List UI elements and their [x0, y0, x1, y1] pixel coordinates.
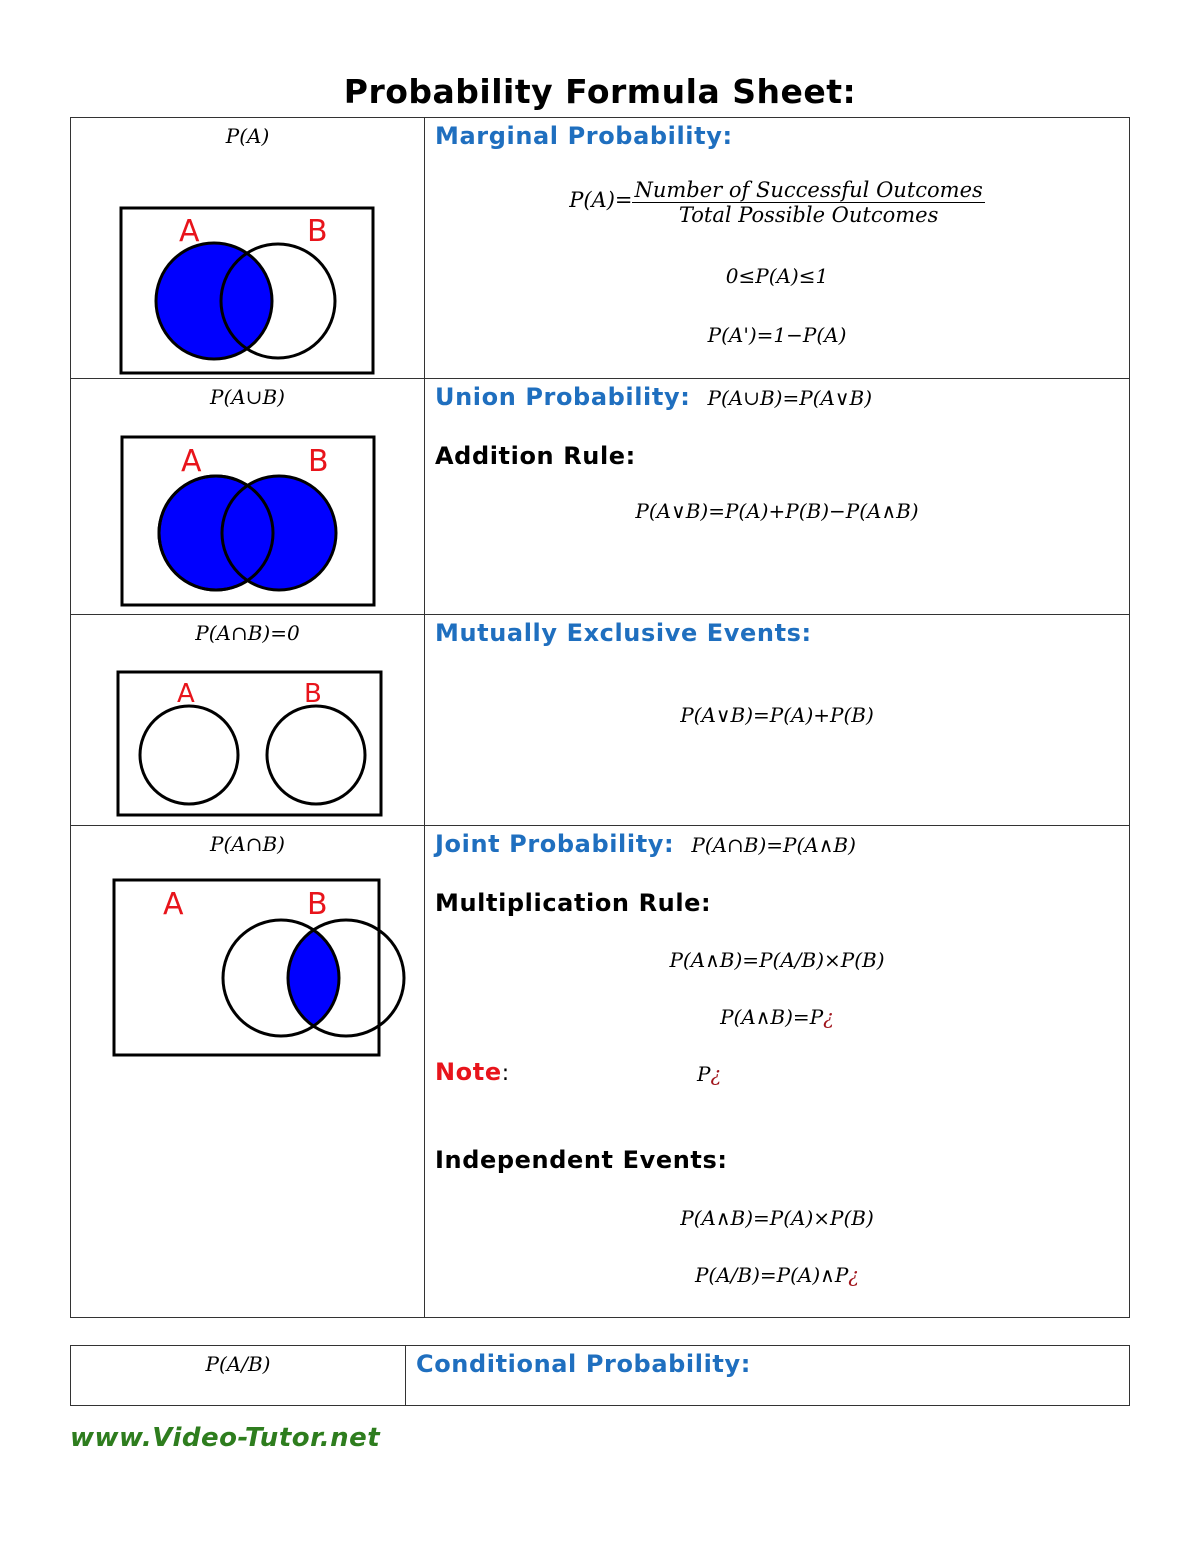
independent-formula-1: P(A∧B)=P(A)×P(B) — [680, 1206, 874, 1230]
formula-glyph: ¿ — [710, 1062, 722, 1086]
joint-diagram-cell — [71, 826, 425, 1318]
venn-label-a: A — [179, 214, 200, 249]
union-heading-formula: P(A∪B)=P(A∨B) — [707, 386, 873, 410]
venn-circle-a — [156, 243, 272, 359]
marginal-fraction-formula — [425, 178, 1129, 227]
formula-glyph: ¿ — [823, 1005, 834, 1029]
note-colon: : — [501, 1061, 510, 1086]
mutually-exclusive-content-cell — [425, 615, 1130, 826]
fraction-numerator: Number of Successful Outcomes — [634, 178, 983, 202]
page-title: Probability Formula Sheet: — [343, 72, 857, 111]
venn-diagram-union — [71, 409, 424, 614]
footer-website: www.Video-Tutor.net — [70, 1423, 381, 1453]
complement-formula: P(A')=1−P(A) — [707, 323, 847, 347]
joint-content-cell — [425, 826, 1130, 1318]
mutually-exclusive-left-label: P(A∩B)=0 — [195, 621, 300, 645]
multiplication-formula-1: P(A∧B)=P(A/B)×P(B) — [669, 948, 885, 972]
venn-diagram-disjoint — [71, 645, 424, 825]
conditional-heading: Conditional Probability: — [416, 1350, 751, 1378]
marginal-range-formula: 0≤P(A)≤1 — [725, 264, 829, 288]
venn-diagram-a — [71, 148, 424, 378]
venn-label-a: A — [163, 887, 184, 922]
venn-circle-b — [222, 476, 336, 590]
independent-formula-2: P(A/B)=P(A)∧P — [694, 1263, 849, 1287]
conditional-row — [71, 1346, 1130, 1406]
mutually-exclusive-formula: P(A∨B)=P(A)+P(B) — [680, 703, 874, 727]
note-label: Note — [435, 1058, 502, 1086]
venn-label-b: B — [307, 887, 328, 922]
independent-events-heading: Independent Events: — [435, 1146, 728, 1174]
union-left-label: P(A∪B) — [210, 385, 285, 409]
marginal-left-label: P(A) — [225, 124, 270, 148]
multiplication-formula-2: P(A∧B)=P — [720, 1005, 824, 1029]
formula-glyph: ¿ — [848, 1263, 860, 1287]
mutually-exclusive-heading: Mutually Exclusive Events: — [435, 619, 812, 647]
venn-label-b: B — [307, 214, 328, 249]
union-content-cell — [425, 379, 1130, 615]
venn-circle-a — [140, 706, 238, 804]
mutually-exclusive-diagram-cell — [71, 615, 425, 826]
venn-label-a: A — [181, 444, 202, 479]
multiplication-rule-heading: Multiplication Rule: — [435, 889, 712, 917]
note-formula: P — [697, 1062, 711, 1086]
venn-label-b: B — [308, 444, 329, 479]
conditional-table — [70, 1345, 1130, 1406]
conditional-left-label: P(A/B) — [205, 1352, 271, 1376]
venn-circle-b — [267, 706, 365, 804]
union-row — [71, 379, 1130, 615]
venn-label-a: A — [177, 679, 195, 709]
joint-row — [71, 826, 1130, 1318]
formula-table — [70, 117, 1130, 1318]
union-heading: Union Probability: — [435, 383, 691, 411]
marginal-formula-lhs: P(A)= — [569, 188, 633, 212]
conditional-content-cell — [406, 1346, 1130, 1406]
mutually-exclusive-row — [71, 615, 1130, 826]
marginal-row — [71, 118, 1130, 379]
marginal-diagram-cell — [71, 118, 425, 379]
venn-label-b: B — [304, 679, 322, 709]
marginal-fraction — [632, 178, 984, 227]
marginal-content-cell — [425, 118, 1130, 379]
joint-heading: Joint Probability: — [435, 830, 675, 858]
union-diagram-cell — [71, 379, 425, 615]
addition-rule-formula: P(A∨B)=P(A)+P(B)−P(A∧B) — [635, 499, 919, 523]
joint-left-label: P(A∩B) — [210, 832, 285, 856]
joint-heading-formula: P(A∩B)=P(A∧B) — [691, 833, 856, 857]
marginal-heading: Marginal Probability: — [435, 122, 733, 150]
venn-diagram-intersection — [71, 856, 424, 1066]
addition-rule-heading: Addition Rule: — [435, 442, 636, 470]
conditional-diagram-cell — [71, 1346, 406, 1406]
fraction-denominator: Total Possible Outcomes — [678, 203, 939, 227]
